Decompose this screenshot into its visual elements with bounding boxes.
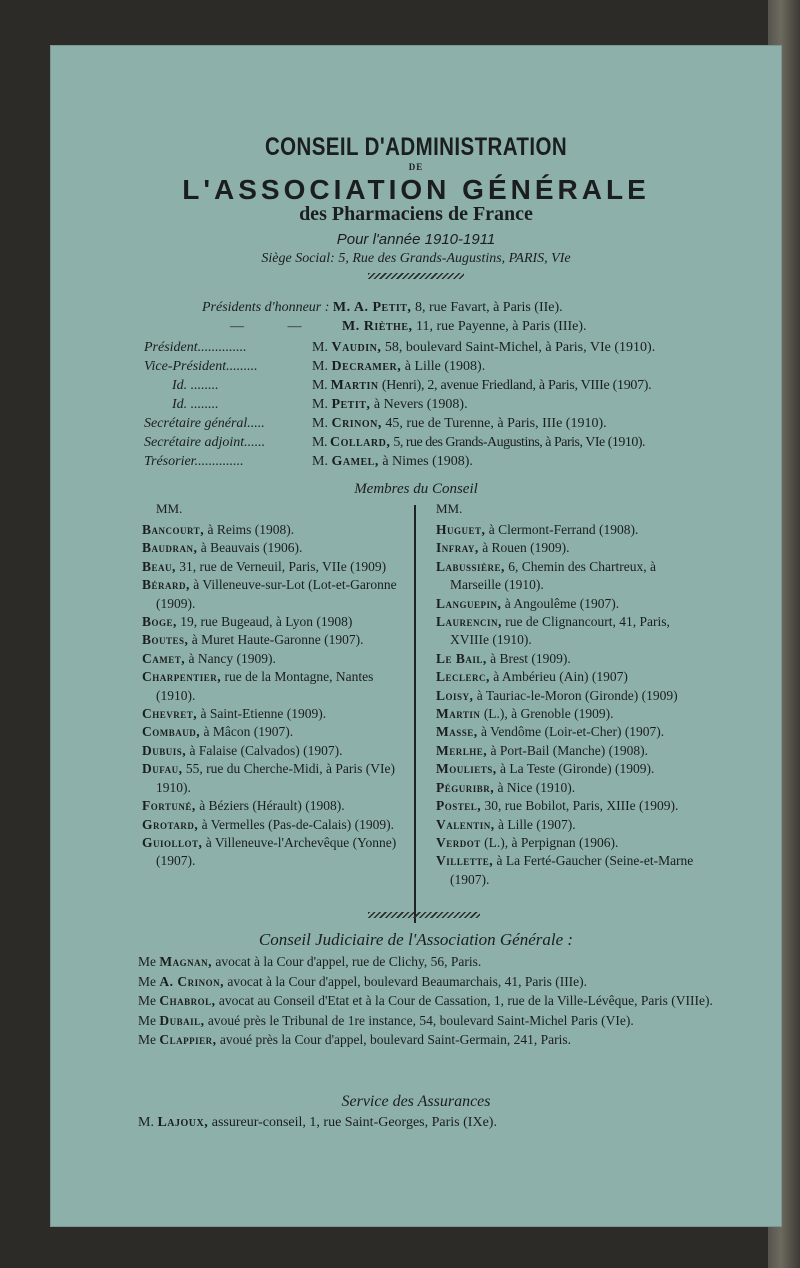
bureau-label: Vice-Président......... [144,359,258,374]
list-item [138,1031,718,1050]
bureau-name: Vaudin, [331,340,382,355]
bureau-address: 58, boulevard Saint-Michel, à Paris, VIe (1910). [381,340,656,355]
bureau-prefix: M. [312,454,332,469]
honneur-name: M. Rièthe, [342,319,413,334]
entry-name: Languepin, [436,595,502,611]
entry-address: à Mâcon (1907). [200,724,294,740]
bureau-entry [312,454,473,470]
list-item [142,521,404,539]
list-item [138,953,718,972]
entry-name: Guiollot, [142,834,203,850]
association-title: L'ASSOCIATION GÉNÉRALE [182,174,650,205]
entry-prefix: Me [138,993,160,1008]
bureau-label: Secrétaire général..... [144,416,265,431]
assurances-entry [138,1115,497,1131]
list-item [436,816,708,834]
bureau-prefix: M. [312,359,332,374]
list-item [142,705,404,723]
bureau-name: Gamel, [331,454,379,469]
entry-name: Clappier, [159,1032,217,1047]
bureau-name: Petit, [331,397,371,412]
list-item [436,760,708,778]
bureau-address: à Nimes (1908). [378,454,473,469]
entry-address: à Nice (1910). [494,779,576,795]
bureau-entry [312,359,485,375]
entry-address: avocat au Conseil d'Etat et à la Cour de Cassation, 1, rue de la Ville-Lévêque, Paris (VIIIe). [215,993,713,1008]
honneur-name: M. A. Petit, [332,300,412,315]
bureau-name: Decramer, [331,359,402,374]
entry-name: Grotard, [142,816,199,832]
bureau-entry [312,397,468,413]
entry-name: Laurencin, [436,614,502,630]
entry-address: à Beauvais (1906). [197,540,303,556]
list-item [142,576,404,613]
list-item [142,539,404,557]
list-item [142,760,404,797]
entry-address: 19, rue Bugeaud, à Lyon (1908) [176,614,353,630]
entry-name: Mouliets, [436,761,497,777]
list-item [436,650,708,668]
entry-address: à Saint-Etienne (1909). [197,706,327,722]
entry-name: Postel, [436,798,482,814]
entry-address: à Nancy (1909). [185,650,276,666]
entry-name: Dubail, [159,1012,205,1028]
list-item [138,973,718,992]
title-de: DE [408,162,424,172]
bureau-address: à Nevers (1908). [370,397,468,412]
entry-prefix: Me [138,1032,160,1047]
entry-address: à Vendôme (Loir-et-Cher) (1907). [477,724,665,740]
column-divider [414,505,416,923]
entry-address: à Falaise (Calvados) (1907). [186,742,343,758]
col-head-left: MM. [156,501,183,516]
bureau-prefix: M. [312,340,332,355]
list-item [142,613,404,631]
entry-name: Leclerc, [436,669,490,685]
entry-name: Chabrol, [159,993,216,1008]
bureau-address: à Lille (1908). [401,359,486,374]
entry-address: à Vermelles (Pas-de-Calais) (1909). [198,816,395,832]
assurances-name: Lajoux, [157,1115,209,1130]
entry-name: Chevret, [142,706,198,722]
entry-name: Villette, [436,853,494,869]
bureau-prefix: M. [312,397,332,412]
list-item [436,539,708,557]
seat-line: Siège Social: 5, Rue des Grands-Augustins, PARIS, VIe [261,251,571,266]
entry-address: avocat à la Cour d'appel, rue de Clichy, 56, Paris. [212,954,482,969]
entry-address: à Lille (1907). [494,816,576,832]
entry-address: rue de la Montagne, Nantes (1910). [156,669,374,703]
entry-address: à Muret Haute-Garonne (1907). [188,632,364,648]
entry-name: Huguet, [436,522,486,537]
ornament-divider [368,912,480,918]
entry-name: Dufau, [142,761,183,777]
list-item [138,1012,718,1031]
entry-address: à Béziers (Hérault) (1908). [195,798,345,814]
list-item [142,668,404,705]
bureau-prefix: M. [312,378,331,393]
bureau-label: Id. ........ [172,397,219,412]
list-item [436,797,708,815]
entry-address: 31, rue de Verneuil, Paris, VIIe (1909) [175,558,387,574]
list-item [142,797,404,815]
entry-name: Loisy, [436,687,474,703]
entry-address: à La Ferté-Gaucher (Seine-et-Marne (1907). [450,853,694,887]
entry-address: à Clermont-Ferrand (1908). [485,522,639,537]
entry-address: avocat à la Cour d'appel, boulevard Beaumarchais, 41, Paris (IIIe). [224,973,588,989]
bureau-label: Trésorier.............. [144,454,244,469]
bureau-prefix: M. [312,416,332,431]
membres-right-list [436,521,708,889]
entry-address: avoué près la Cour d'appel, boulevard Saint-Germain, 241, Paris. [216,1032,571,1047]
entry-address: avoué près le Tribunal de 1re instance, 54, boulevard Saint-Michel Paris (VIe). [204,1012,634,1028]
list-item [436,558,708,595]
entry-address: à Rouen (1909). [478,540,570,556]
entry-prefix: Me [138,1012,160,1028]
judiciaire-heading: Conseil Judiciaire de l'Association Générale : [258,930,574,949]
entry-address: à Reims (1908). [204,522,295,537]
honneur-label: Présidents d'honneur : [202,300,330,315]
list-item [142,816,404,834]
entry-address: (L.), à Perpignan (1906). [480,834,619,850]
entry-address: à La Teste (Gironde) (1909). [496,761,655,777]
list-item [436,521,708,539]
assurances-heading: Service des Assurances [341,1093,491,1110]
entry-name: Camet, [142,650,186,666]
entry-address: à Angoulême (1907). [501,595,620,611]
membres-left-list [142,521,404,871]
honneur-row [342,319,587,335]
list-item [436,705,708,723]
list-item [436,834,708,852]
entry-address: à Villeneuve-l'Archevêque (Yonne) (1907). [156,834,397,869]
bureau-entry [312,435,645,451]
honneur-label: — — [230,319,302,334]
list-item [436,742,708,760]
entry-address: 55, rue du Cherche-Midi, à Paris (VIe) 1910). [156,761,396,795]
entry-address: à Tauriac-le-Moron (Gironde) (1909) [473,687,678,703]
bureau-name: Crinon, [331,416,382,431]
year-line: Pour l'année 1910-1911 [336,231,496,248]
entry-name: Boutes, [142,632,189,648]
entry-name: Boge, [142,614,177,630]
entry-name: A. Crinon, [159,973,224,989]
honneur-address: 11, rue Payenne, à Paris (IIIe). [412,319,587,334]
bureau-entry [312,378,651,394]
honneur-address: 8, rue Favart, à Paris (IIe). [411,300,563,315]
assurances-prefix: M. [138,1115,158,1130]
bureau-label: Secrétaire adjoint...... [144,435,266,450]
entry-name: Combaud, [142,724,201,740]
bureau-prefix: M. [312,435,330,450]
entry-name: Valentin, [436,816,495,832]
list-item [142,631,404,649]
bureau-entry [312,416,607,432]
entry-address: à Brest (1909). [486,650,571,666]
entry-name: Verdot [436,834,481,850]
bureau-label: Id. ........ [172,378,219,393]
bureau-address: (Henri), 2, avenue Friedland, à Paris, VIIIe (1907). [378,378,652,393]
entry-address: 6, Chemin des Chartreux, à Marseille (1910). [450,558,656,593]
list-item [142,650,404,668]
honneur-row [230,319,302,335]
ornament-divider [368,273,464,279]
document-page [50,45,782,1227]
entry-name: Magnan, [159,954,212,969]
entry-name: Labussière, [436,558,505,574]
bureau-name: Martin [330,378,379,393]
col-head-right: MM. [436,501,463,516]
list-item [436,613,708,650]
list-item [142,558,404,576]
entry-name: Charpentier, [142,669,222,685]
list-item [138,992,718,1011]
list-item [142,723,404,741]
list-item [436,779,708,797]
entry-name: Masse, [436,724,478,740]
list-item [436,723,708,741]
membres-heading: Membres du Conseil [354,481,478,497]
bureau-name: Collard, [329,435,391,450]
entry-name: Baudran, [142,540,198,556]
entry-name: Dubuis, [142,742,187,758]
entry-address: 30, rue Bobilot, Paris, XIIIe (1909). [481,798,679,814]
entry-address: rue de Clignancourt, 41, Paris, XVIIIe (1910). [450,614,670,648]
document-title: CONSEIL D'ADMINISTRATION [264,133,568,161]
entry-name: Infray, [436,540,479,556]
entry-address: à Port-Bail (Manche) (1908). [487,742,648,758]
list-item [436,687,708,705]
bureau-address: 45, rue de Turenne, à Paris, IIIe (1910). [381,416,607,431]
entry-address: à Villeneuve-sur-Lot (Lot-et-Garonne (1909). [156,577,397,611]
entry-name: Bancourt, [142,522,205,537]
assurances-address: assureur-conseil, 1, rue Saint-Georges, Paris (IXe). [208,1115,497,1130]
entry-name: Bérard, [142,577,190,593]
bureau-address: 5, rue des Grands-Augustins, à Paris, VIe (1910). [390,435,646,450]
bureau-entry [312,340,655,356]
entry-prefix: Me [138,973,160,989]
list-item [436,595,708,613]
list-item [142,834,404,871]
entry-name: Fortuné, [142,798,196,814]
list-item [436,852,708,889]
subtitle: des Pharmaciens de France [299,203,533,225]
entry-prefix: Me [138,954,160,969]
bureau-label: Président.............. [144,340,247,355]
entry-name: Le Bail, [436,650,487,666]
entry-address: à Ambérieu (Ain) (1907) [489,669,628,685]
entry-address: (L.), à Grenoble (1909). [480,706,614,722]
entry-name: Merlhe, [436,742,488,758]
honneur-row [202,300,563,316]
entry-name: Péguribr, [436,779,495,795]
entry-name: Beau, [142,558,176,574]
list-item [142,742,404,760]
judiciaire-list [138,953,718,1051]
list-item [436,668,708,686]
entry-name: Martin [436,706,481,722]
